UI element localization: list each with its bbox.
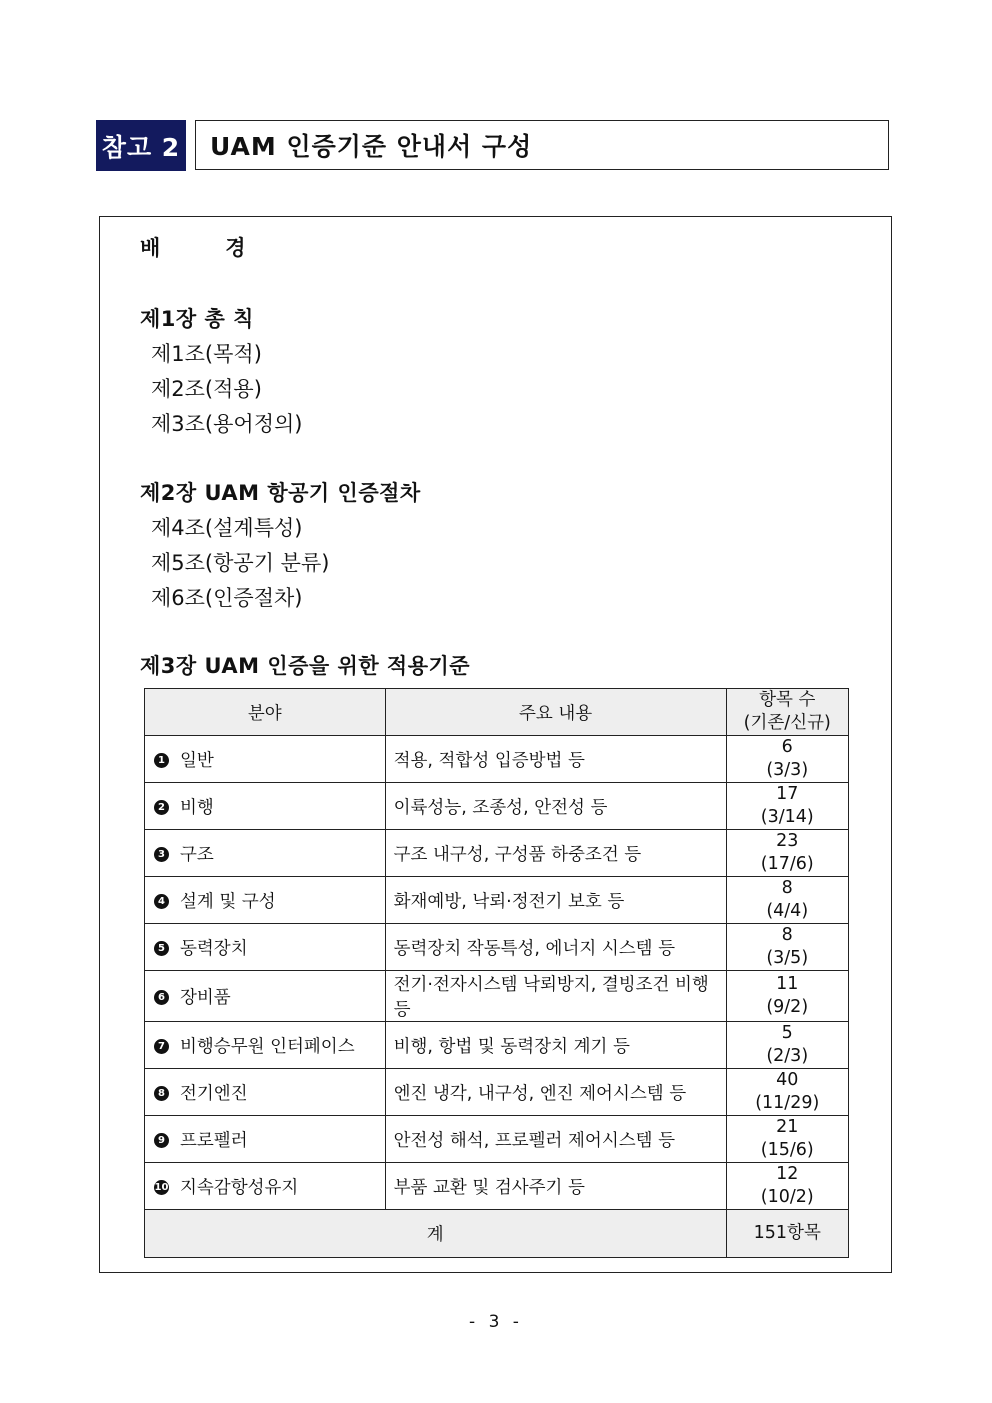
row-field [145,924,386,971]
row-content: 부품 교환 및 검사주기 등 [385,1163,726,1210]
table-row [145,783,849,830]
total-value: 151항목 [726,1210,849,1258]
row-count-split: (3/3) [766,760,809,780]
row-count-split: (10/2) [760,1187,814,1207]
row-count [726,1116,849,1163]
row-field-label: 전기엔진 [180,1083,248,1104]
row-count-total: 11 [776,974,799,994]
table-row [145,877,849,924]
background-heading-left: 배 [140,236,162,260]
header-content: 주요 내용 [385,689,726,736]
row-count [726,1022,849,1069]
row-count-total: 23 [776,831,799,851]
total-label: 계 [145,1210,727,1258]
row-field [145,1069,386,1116]
chapter1-article: 제3조(용어정의) [151,412,303,436]
row-count-total: 40 [776,1070,799,1090]
row-count-split: (4/4) [766,901,809,921]
row-count [726,971,849,1022]
header-count-line1: 항목 수 [759,690,816,710]
row-count-total: 8 [781,878,793,898]
row-count-split: (3/14) [760,807,814,827]
row-content: 적용, 적합성 입증방법 등 [385,736,726,783]
row-field [145,1116,386,1163]
row-count-split: (11/29) [755,1093,820,1113]
row-field-label: 프로펠러 [180,1130,248,1151]
total-row [145,1210,849,1258]
row-field [145,783,386,830]
circled-number-icon: 2 [154,800,169,815]
table-row [145,830,849,877]
circled-number-icon: 4 [154,894,169,909]
row-content: 동력장치 작동특성, 에너지 시스템 등 [385,924,726,971]
row-count-split: (9/2) [766,997,809,1017]
table-row [145,1022,849,1069]
row-field [145,830,386,877]
row-count-total: 21 [776,1117,799,1137]
row-content: 구조 내구성, 구성품 하중조건 등 [385,830,726,877]
background-heading-right: 경 [225,236,247,260]
circled-number-icon: 9 [154,1133,169,1148]
row-field-label: 설계 및 구성 [180,891,276,912]
background-heading [140,232,247,262]
reference-badge: 참고 2 [96,120,186,171]
row-field-label: 동력장치 [180,938,248,959]
row-content: 안전성 해석, 프로펠러 제어시스템 등 [385,1116,726,1163]
row-field-label: 지속감항성유지 [180,1177,299,1198]
page-title: UAM 인증기준 안내서 구성 [195,120,889,170]
row-count [726,1163,849,1210]
chapter3-title: 제3장 UAM 인증을 위한 적용기준 [140,654,471,678]
row-field [145,1022,386,1069]
header-count [726,689,849,736]
chapter2-article: 제6조(인증절차) [151,586,303,610]
table-row [145,1163,849,1210]
row-count-total: 6 [781,737,793,757]
row-count [726,783,849,830]
row-field-label: 장비품 [180,987,231,1008]
chapter1-article: 제1조(목적) [151,342,262,366]
row-count [726,877,849,924]
row-field-label: 일반 [180,750,214,771]
header-count-line2: (기존/신규) [743,713,831,733]
row-count-split: (2/3) [766,1046,809,1066]
row-count [726,1069,849,1116]
row-count [726,830,849,877]
row-content: 전기·전자시스템 낙뢰방지, 결빙조건 비행 등 [385,971,726,1022]
row-field [145,877,386,924]
row-count-split: (15/6) [760,1140,814,1160]
table-row [145,1116,849,1163]
table-row [145,1069,849,1116]
row-count-total: 12 [776,1164,799,1184]
row-field [145,1163,386,1210]
circled-number-icon: 3 [154,847,169,862]
row-field-label: 구조 [180,844,214,865]
row-field-label: 비행 [180,797,214,818]
circled-number-icon: 6 [154,990,169,1005]
chapter2-article: 제5조(항공기 분류) [151,551,330,575]
row-content: 엔진 냉각, 내구성, 엔진 제어시스템 등 [385,1069,726,1116]
row-content: 화재예방, 낙뢰·정전기 보호 등 [385,877,726,924]
row-field [145,971,386,1022]
standards-table [144,688,849,1258]
row-count-split: (3/5) [766,948,809,968]
row-count-split: (17/6) [760,854,814,874]
row-count [726,736,849,783]
row-field-label: 비행승무원 인터페이스 [180,1036,355,1057]
circled-number-icon: 1 [154,753,169,768]
row-content: 이륙성능, 조종성, 안전성 등 [385,783,726,830]
header-field: 분야 [145,689,386,736]
row-count-total: 17 [776,784,799,804]
page-number: - 3 - [469,1312,523,1332]
chapter1-title: 제1장 총 칙 [140,307,254,331]
row-content: 비행, 항법 및 동력장치 계기 등 [385,1022,726,1069]
circled-number-icon: 8 [154,1086,169,1101]
row-count-total: 5 [781,1023,793,1043]
row-count-total: 8 [781,925,793,945]
circled-number-icon: 5 [154,941,169,956]
circled-number-icon: 7 [154,1039,169,1054]
table-header-row [145,689,849,736]
chapter2-title: 제2장 UAM 항공기 인증절차 [140,481,421,505]
table-row [145,971,849,1022]
row-field [145,736,386,783]
table-row [145,924,849,971]
chapter2-article: 제4조(설계특성) [151,516,303,540]
circled-number-icon: 10 [154,1182,169,1193]
chapter1-article: 제2조(적용) [151,377,262,401]
row-count [726,924,849,971]
table-row [145,736,849,783]
